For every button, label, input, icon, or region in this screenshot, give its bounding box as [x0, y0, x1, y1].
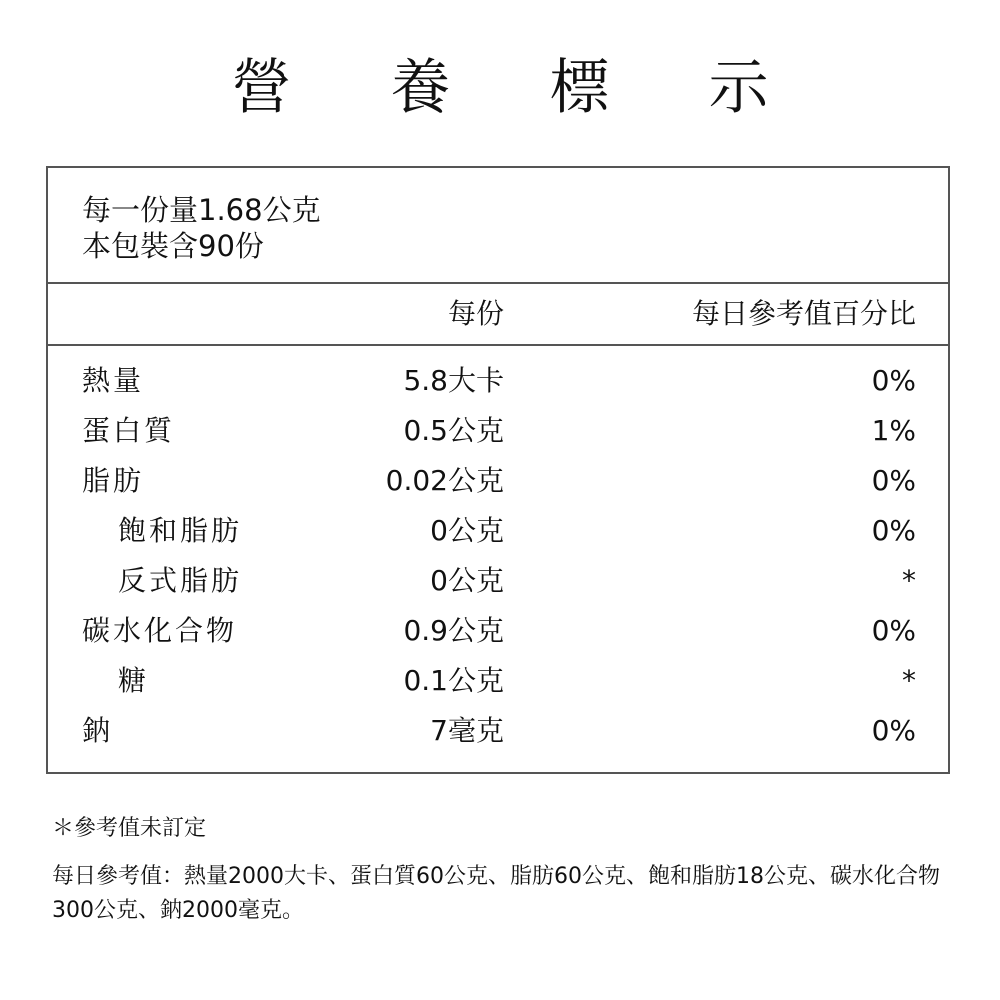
nutrient-row-fat	[48, 456, 948, 506]
nutrient-name: 熱量	[82, 364, 145, 397]
nutrient-name: 蛋白質	[82, 414, 176, 447]
nutrient-name: 碳水化合物	[82, 614, 238, 647]
nutrient-name: 反式脂肪	[118, 564, 243, 597]
page-title: 營 養 標 示	[231, 53, 809, 123]
nutrient-row-calories	[48, 356, 948, 406]
nutrient-row-trans-fat	[48, 556, 948, 606]
nutrient-row-carbohydrate	[48, 606, 948, 656]
nutrient-amount: 0.02公克	[385, 464, 504, 497]
nutrient-amount: 0.9公克	[403, 614, 504, 647]
nutrient-name: 脂肪	[82, 464, 145, 497]
nutrient-daily-value: 0%	[871, 514, 916, 547]
nutrient-row-sugar	[48, 656, 948, 706]
footnotes	[52, 812, 952, 928]
nutrient-amount: 5.8大卡	[403, 364, 504, 397]
nutrient-amount: 7毫克	[430, 714, 504, 747]
nutrient-amount: 0.1公克	[403, 664, 504, 697]
divider-header	[48, 344, 948, 346]
serving-size: 每一份量1.68公克	[82, 193, 321, 227]
nutrient-row-saturated-fat	[48, 506, 948, 556]
header-daily-value: 每日參考值百分比	[691, 297, 916, 330]
nutrient-name: 飽和脂肪	[118, 514, 243, 547]
nutrient-amount: 0公克	[430, 564, 504, 597]
nutrient-row-protein	[48, 406, 948, 456]
nutrient-amount: 0公克	[430, 514, 504, 547]
divider-top	[48, 282, 948, 284]
nutrient-daily-value: *	[902, 564, 916, 597]
nutrient-daily-value: 0%	[871, 364, 916, 397]
header-per-serving: 每份	[447, 297, 504, 330]
nutrition-facts-panel	[46, 166, 950, 774]
serving-info	[82, 192, 321, 264]
nutrient-daily-value: *	[902, 664, 916, 697]
nutrient-name: 鈉	[82, 714, 114, 747]
nutrient-daily-value: 0%	[871, 614, 916, 647]
nutrient-row-sodium	[48, 706, 948, 756]
asterisk-footnote: ＊參考值未訂定	[52, 816, 207, 841]
nutrient-daily-value: 1%	[871, 414, 916, 447]
servings-per-package: 本包裝含90份	[82, 229, 264, 263]
nutrient-amount: 0.5公克	[403, 414, 504, 447]
daily-reference-footnote: 每日參考值：熱量2000大卡、蛋白質60公克、脂肪60公克、飽和脂肪18公克、碳水化合物300公克、鈉2000毫克。	[52, 864, 940, 923]
nutrient-daily-value: 0%	[871, 714, 916, 747]
nutrient-daily-value: 0%	[871, 464, 916, 497]
nutrient-name: 糖	[118, 664, 150, 697]
